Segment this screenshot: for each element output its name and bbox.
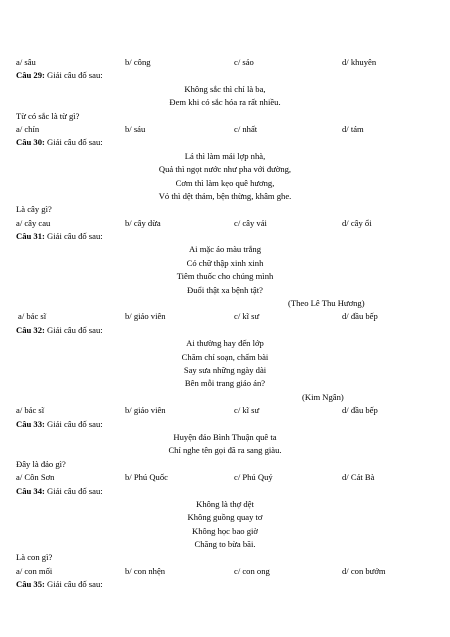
q33-option-a: a/ Côn Sơn	[16, 472, 55, 483]
riddle-question: Từ có sắc là từ gì?	[16, 110, 80, 121]
riddle-line: Ai mặc áo màu trắng	[188, 244, 262, 255]
q30-option-b: b/ cây dừa	[125, 217, 161, 228]
riddle-line: Vỏ thì dệt thảm, bện thừng, khâm ghe.	[158, 190, 292, 201]
q32-option-b: b/ giáo viên	[125, 405, 166, 416]
q30-options	[16, 217, 450, 230]
riddle-line: Quả thì ngọt nước như pha với đường,	[158, 164, 292, 175]
q28-option-b: b/ công	[125, 57, 151, 67]
q34-option-d: d/ con bướm	[342, 565, 386, 576]
q30-option-a: a/ cây cau	[16, 217, 51, 228]
q34-options	[16, 565, 450, 578]
q32-heading	[16, 324, 450, 337]
q29-option-b: b/ sáu	[125, 123, 146, 134]
question-label: Câu 33:	[16, 418, 48, 429]
q33-options	[16, 471, 450, 484]
q30-option-c: c/ cây vải	[234, 217, 267, 228]
riddle-source: (Theo Lê Thu Hương)	[288, 298, 365, 309]
q34-option-a: a/ con mối	[16, 565, 53, 576]
q32-options	[16, 404, 450, 417]
riddle-line: Chăng to bừa bãi.	[194, 539, 256, 550]
riddle-line: Không là thợ dệt	[196, 498, 254, 509]
riddle-question: Là con gì?	[16, 552, 53, 563]
question-instruction: Giải câu đố sau:	[47, 70, 103, 81]
riddle-line: Có chữ thập xinh xinh	[186, 257, 264, 268]
riddle-line: Tiêm thuốc cho chúng mình	[176, 271, 274, 282]
riddle-line: Chăm chỉ soạn, chấm bài	[181, 351, 269, 362]
riddle-line: Huyện đảo Bình Thuận quê ta	[173, 431, 277, 442]
riddle-line: Không guồng quay tơ	[187, 512, 263, 523]
riddle-line: Đem khi có sắc hóa ra rất nhiều.	[169, 97, 281, 108]
q31-option-c: c/ kĩ sư	[234, 311, 260, 322]
question-label: Câu 32:	[16, 324, 48, 335]
question-label: Câu 31:	[16, 231, 48, 242]
riddle-line: Không sắc thì chỉ là ba,	[184, 83, 266, 94]
q31-option-a: a/ bác sĩ	[18, 311, 47, 322]
riddle-line: Chỉ nghe tên gọi đã ra sang giàu.	[168, 445, 282, 456]
question-instruction: Giải câu đố sau:	[47, 231, 103, 242]
q33-heading	[16, 418, 450, 431]
q34-heading	[16, 485, 450, 498]
q28-option-d: d/ khuyên	[342, 57, 377, 67]
question-label: Câu 35:	[16, 579, 48, 590]
riddle-line: Đuổi thật xa bệnh tật?	[187, 284, 263, 295]
riddle-line: Không học bao giờ	[192, 525, 258, 536]
question-label: Câu 29:	[16, 70, 48, 81]
q28-option-c: c/ sáo	[234, 57, 254, 67]
question-label: Câu 34:	[16, 485, 48, 496]
q29-option-a: a/ chín	[16, 123, 40, 134]
q30-option-d: d/ cây ổi	[342, 217, 372, 228]
riddle-line: Say sưa những ngày dài	[183, 364, 267, 375]
q29-option-d: d/ tám	[342, 123, 364, 134]
q32-option-d: d/ đầu bếp	[342, 405, 378, 416]
q33-option-b: b/ Phú Quốc	[125, 472, 168, 483]
q35-heading	[16, 578, 450, 591]
riddle-line: Lá thì làm mái lợp nhà,	[184, 150, 266, 161]
q33-option-d: d/ Cát Bà	[342, 472, 375, 483]
question-instruction: Giải câu đố sau:	[47, 418, 103, 429]
q30-heading	[16, 136, 450, 149]
riddle-question: Là cây gì?	[16, 204, 52, 215]
riddle-line: Bên mỗi trang giáo án?	[184, 378, 266, 389]
q31-option-b: b/ giáo viên	[125, 311, 166, 322]
q31-heading	[16, 230, 450, 243]
riddle-question: Đây là đảo gì?	[16, 458, 66, 469]
question-instruction: Giải câu đố sau:	[47, 485, 103, 496]
question-label: Câu 30:	[16, 137, 48, 148]
riddle-source: (Kim Ngân)	[302, 391, 344, 402]
q28-option-a: a/ sâu	[16, 57, 36, 67]
question-instruction: Giải câu đố sau:	[47, 137, 103, 148]
q32-option-c: c/ kĩ sư	[234, 405, 260, 416]
q31-option-d: d/ đầu bếp	[342, 311, 378, 322]
q33-option-c: c/ Phú Quý	[234, 472, 273, 483]
q29-heading	[16, 69, 450, 82]
q29-options	[16, 123, 450, 136]
q32-option-a: a/ bác sĩ	[16, 405, 45, 416]
question-instruction: Giải câu đố sau:	[47, 324, 103, 335]
q34-option-b: b/ con nhện	[125, 565, 166, 576]
q34-option-c: c/ con ong	[234, 565, 270, 576]
question-instruction: Giải câu đố sau:	[47, 579, 103, 590]
q29-option-c: c/ nhất	[234, 123, 258, 134]
riddle-line: Cơm thì làm kẹo quê hương,	[175, 177, 275, 188]
q28-options	[16, 56, 450, 69]
riddle-line: Ai thường hay đến lớp	[186, 338, 264, 349]
q31-options	[16, 310, 450, 323]
